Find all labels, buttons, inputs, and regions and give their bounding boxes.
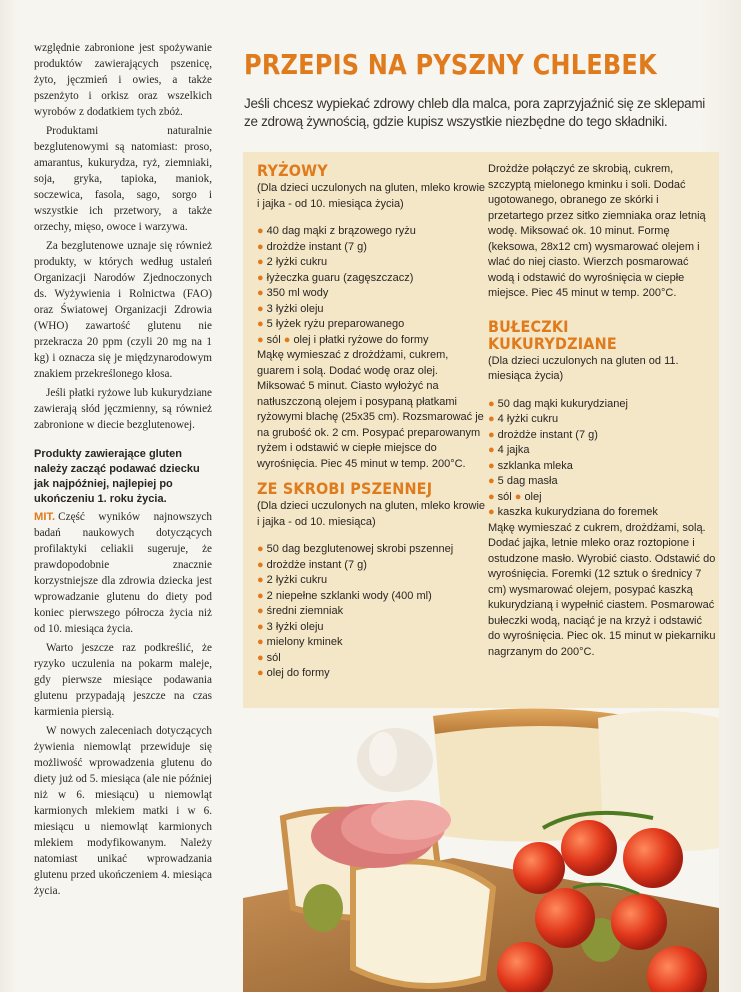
myth-label: MIT. [34,511,56,523]
myth-paragraph [34,509,212,637]
ingredient-item: ● 3 łyżki oleju [257,620,324,633]
recipe-steps-skrobia: Drożdże połączyć ze skrobią, cukrem, szczyptą mielonego kminku i soli. Dodać ugotowanego, obranego ze skórki i przetartego przez sitko ziemniaka oraz letnią wodę. Miksować ok. 10 minut. Formę (keksowa, 28x12 cm) wysmarować olejem i wlać do niej ciasto. Wierzch posmarować wodą i odstawić do wyrośnięcia w ciepłe miejsce. Piec 45 minut w temp. 200°C. [488,163,706,299]
ingredient-item: ● 2 łyżki cukru [257,256,328,268]
recipe-title-buleczki-line2: KUKURYDZIANE [488,333,617,353]
bullet-dot-icon: ● [488,490,495,503]
ingredient-item: ● łyżeczka guaru (zagęszczacz) [257,271,414,284]
bullet-dot-icon: ● [257,240,264,253]
bullet-dot-icon: ● [283,333,291,346]
bread-illustration [243,708,719,992]
recipe-title-ryzowy: RYŻOWY [257,161,328,180]
bullet-dot-icon: ● [488,475,495,487]
ingredient-item: ● 50 dag bezglutenowej skrobi pszennej [257,543,454,555]
article-paragraph: Warto jeszcze raz podkreślić, że ryzyko uczulenia na pokarm maleje, gdy pierwsze miesiące podawania glutenu przypadają jeszcze na czas karmienia piersią. [34,642,212,718]
myth-text: Część wyników najnowszych badań naukowych dotyczących profilaktyki celiakii sugeruje, że prawdopodobnie znacznie korzystniejsze dla zdrowia dziecka jest wprowadzanie glutenu do diety pod koniec pierwszego półrocza życia niż od 10. miesiąca życia. [34,511,212,635]
ingredient-item: ● drożdże instant (7 g) [257,558,367,571]
ingredient-item: ● średni ziemniak [257,605,344,617]
ingredient-item: ● 5 łyżek ryżu preparowanego [257,318,405,330]
bullet-dot-icon: ● [257,318,264,330]
bullet-dot-icon: ● [257,667,264,679]
bullet-dot-icon: ● [257,333,264,346]
bullet-dot-icon: ● [257,271,264,284]
ingredient-item: ● olej do formy [257,667,330,679]
article-paragraph: Jeśli płatki ryżowe lub kukurydziane zawierają słód jęczmienny, są również zabronione w diecie bezglutenowej. [34,387,212,431]
ingredient-item: ● 5 dag masła [488,475,558,487]
article-paragraph: Produktami naturalnie bezglutenowymi są natomiast: proso, amarantus, kukurydza, ryż, ziemniaki, soja, gryka, tapioka, maniok, soczewica, fasola, sago, sorgo i wszystkie ich przetwory, a także orzechy, mięso, owoce i warzywa. [34,125,212,233]
ingredients-list-ryzowy [257,224,487,348]
bullet-dot-icon: ● [257,225,264,237]
ingredient-item: ● kaszka kukurydziana do foremek [488,506,658,518]
article-left-column [34,40,212,902]
ingredient-item: ● 40 dag mąki z brązowego ryżu [257,225,416,237]
bullet-dot-icon: ● [257,574,264,586]
ingredient-item: ● 2 łyżki cukru [257,574,328,586]
bullet-dot-icon: ● [488,428,495,441]
article-paragraph: W nowych zaleceniach dotyczących żywienia niemowląt przewiduje się możliwość wprowadzenia glutenu do diety już od 5. miesiąca (ale nie później niż w 6. miesiącu) u niemowląt karmionych mlekiem matki i w 6. miesiącu u niemowląt karmionych mlekiem modyfikowanym. Należy natomiast unikać wprowadzania glutenu przed ukończeniem 4. miesiąca życia. [34,725,212,897]
ingredient-item: ● 350 ml wody [257,287,329,299]
bullet-dot-icon: ● [257,543,264,555]
bullet-dot-icon: ● [257,256,264,268]
ingredient-item: ● mielony kminek [257,636,343,648]
ingredient-item: ● drożdże instant (7 g) [488,428,598,441]
recipe-column-left [257,162,487,682]
bold-lead-paragraph: Produkty zawierające gluten należy zacząć podawać dziecku jak najpóźniej, najlepiej po ukończeniu 1. roku życia. [34,448,200,505]
recipe-title-buleczki: BUŁECZKI [488,316,569,336]
article-paragraph: względnie zabronione jest spożywanie produktów zawierających pszenicę, żyto, jęczmień i owies, a także pszenżyto i orkisz oraz wszelkich wyrobów z dodatkiem tych zbóż. [34,42,212,118]
recipe-column-right [488,162,716,660]
ingredients-list-buleczki [488,397,716,521]
intro-text: Jeśli chcesz wypiekać zdrowy chleb dla malca, pora zaprzyjaźnić się ze sklepami ze zdrową żywnością, gdzie kupisz wszystkie niezbędne do tego składniki. [244,96,705,129]
bullet-dot-icon: ● [488,397,495,410]
bullet-dot-icon: ● [514,490,522,503]
page-title: PRZEPIS NA PYSZNY CHLEBEK [244,48,657,81]
bullet-dot-icon: ● [257,302,264,315]
bullet-dot-icon: ● [488,459,495,472]
ingredient-item: ● 4 jajka [488,444,530,456]
ingredient-item: ● drożdże instant (7 g) [257,240,367,253]
bullet-dot-icon: ● [257,589,264,602]
bullet-dot-icon: ● [488,444,495,456]
bullet-dot-icon: ● [257,651,264,664]
recipe-subtitle: (Dla dzieci uczulonych na gluten, mleko krowie i jajka - od 10. miesiąca życia) [257,182,486,210]
ingredient-item: ● szklanka mleka [488,459,573,472]
ingredient-item: ● sól ● olej [488,490,542,503]
bread-photo [243,708,719,992]
ingredient-item: ● 3 łyżki oleju [257,302,324,315]
bullet-dot-icon: ● [257,620,264,633]
ingredient-item: ● 2 niepełne szklanki wody (400 ml) [257,589,432,602]
bullet-dot-icon: ● [488,506,495,518]
ingredient-item: ● sól [257,651,281,664]
bullet-dot-icon: ● [257,605,264,617]
bullet-dot-icon: ● [257,287,264,299]
bullet-dot-icon: ● [257,636,264,648]
article-paragraph: Za bezglutenowe uznaje się również produkty, w których według ustaleń Organizacji Narodów Zjednoczonych ds. Wyżywienia i Rolnictwa (FAO) oraz Światowej Organizacji Zdrowia (WHO) zawartość glutenu nie przekracza 20 ppm (czyli 20 mg na 1 kg) i oznacza się je międzynarodowym znakiem przekreślonego kłosa. [34,240,212,380]
recipe-title-skrobia: ZE SKROBI PSZENNEJ [257,479,433,498]
ingredient-item: ● 4 łyżki cukru [488,413,559,425]
recipe-steps-ryzowy: Mąkę wymieszać z drożdżami, cukrem, guarem i solą. Dodać wodę oraz olej. Miksować 5 minut. Ciasto wyłożyć na natłuszczoną olejem i posypaną płatkami ryżowymi blachę (25x35 cm). Rozsmarować je na grubość ok. 2 cm. Posypać preparowanym ryżem i odstawić w ciepłe miejsce do wyrośnięcia. Piec 45 minut w temp. 200°C. [257,349,484,470]
recipe-subtitle: (Dla dzieci uczulonych na gluten od 11. miesiąca życia) [488,354,679,382]
bullet-dot-icon: ● [488,413,495,425]
recipe-subtitle: (Dla dzieci uczulonych na gluten, mleko krowie i jajka - od 10. miesiąca) [257,500,486,528]
ingredient-item: ● sól ● olej i płatki ryżowe do formy [257,333,429,346]
recipe-steps-buleczki: Mąkę wymieszać z cukrem, drożdżami, solą. Dodać jajka, letnie mleko oraz roztopione i ostudzone masło. Wyrobić ciasto. Odstawić do wyrośnięcia. Foremki (12 sztuk o średnicy 7 cm) wysmarować olejem, posypać kaszką kukurydzianą i wypełnić ciastem. Posmarować bułeczki wodą, naciąć je na krzyż i odstawić do wyrośnięcia. Piec ok. 15 minut w piekarniku nagrzanym do 200°C. [488,521,716,658]
ingredients-list-skrobia [257,542,487,682]
ingredient-item: ● 50 dag mąki kukurydzianej [488,397,628,410]
bullet-dot-icon: ● [257,558,264,571]
